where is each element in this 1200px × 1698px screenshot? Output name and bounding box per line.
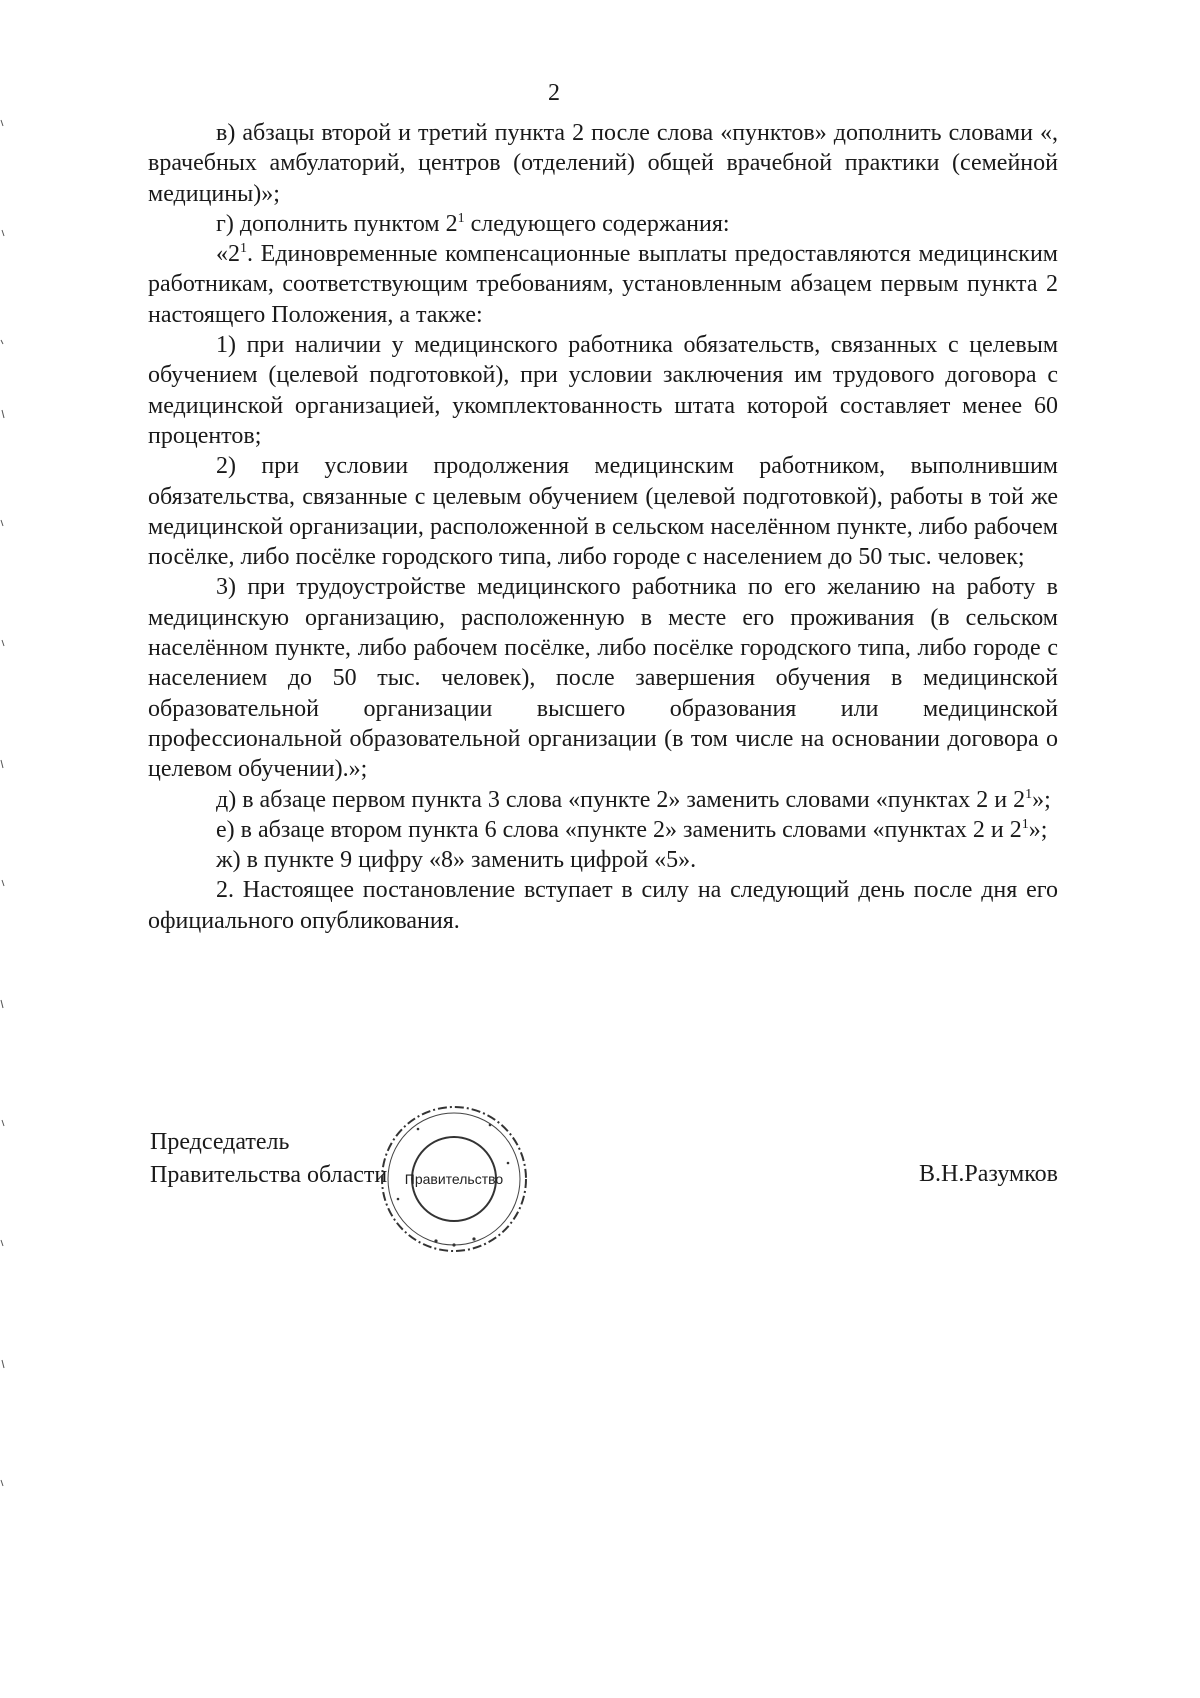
paragraph-e-text: е) в абзаце втором пункта 6 слова «пункте 2» заменить словами «пунктах 2 и 2 (216, 816, 1022, 843)
paragraph-d (148, 785, 1058, 815)
paragraph-g (148, 209, 1058, 239)
seal-text: Правительство (404, 1171, 504, 1187)
item-2: 2) при условии продолжения медицинским работником, выполнившим обязательства, связанные с целевым обучением (целевой подготовкой), работы в той же медицинской организации, расположенной в сельском населённом пункте, либо рабочем посёлке, либо посёлке городского типа, либо городе с населением до 50 тыс. человек; (148, 453, 1058, 571)
signature-title (150, 1126, 387, 1192)
paragraph-v: в) абзацы второй и третий пункта 2 после слова «пунктов» дополнить словами «, врачебных амбулаторий, центров (отделений) общей врачебной практики (семейной медицины)»; (148, 120, 1058, 207)
signature-title-line2: Правительства области (150, 1162, 388, 1188)
official-seal (378, 1103, 530, 1255)
scan-edge-marks (0, 0, 6, 1567)
paragraph-d-text: д) в абзаце первом пункта 3 слова «пункте 2» заменить словами «пунктах 2 и 2 (216, 786, 1026, 813)
superscript: 1 (1021, 816, 1029, 832)
document-body (148, 118, 1058, 936)
superscript: 1 (1025, 786, 1033, 802)
paragraph-2-1-text: . Единовременные компенсационные выплаты предоставляются медицинским работникам, соответствующим требованиям, установленным абзацем первым пункта 2 настоящего Положения, а также: (148, 241, 1058, 328)
paragraph-d-end: »; (1032, 786, 1051, 813)
paragraph-g-text: г) дополнить пунктом 2 (216, 210, 458, 237)
item-3: 3) при трудоустройстве медицинского работника по его желанию на работу в медицинскую организацию, расположенную в месте его проживания (в сельском населённом пункте, либо рабочем посёлке, либо посёлке городского типа, либо городе с населением до 50 тыс. человек), после завершения обучения в медицинской образовательной организации высшего образования или медицинской профессиональной образовательной организации (в том числе на основании договора о целевом обучении).»; (148, 574, 1058, 783)
paragraph-e-end: »; (1028, 816, 1048, 843)
paragraph-2-1-start: «2 (216, 241, 240, 268)
superscript: 1 (240, 241, 247, 257)
paragraph-g-text-end: следующего содержания: (464, 210, 730, 237)
paragraph-e (148, 815, 1058, 845)
superscript: 1 (457, 210, 465, 226)
paragraph-zh: ж) в пункте 9 цифру «8» заменить цифрой «5». (216, 847, 697, 874)
signature-title-line1: Председатель (150, 1129, 290, 1155)
page-number: 2 (548, 80, 560, 106)
signatory-name: В.Н.Разумков (919, 1161, 1058, 1187)
paragraph-2: 2. Настоящее постановление вступает в силу на следующий день после дня его официального опубликования. (148, 877, 1058, 934)
item-1: 1) при наличии у медицинского работника обязательств, связанных с целевым обучением (целевой подготовкой), при условии заключения им трудового договора с медицинской организацией, укомплектованность штата которой составляет менее 60 процентов; (148, 332, 1058, 449)
paragraph-2-1 (148, 239, 1058, 330)
